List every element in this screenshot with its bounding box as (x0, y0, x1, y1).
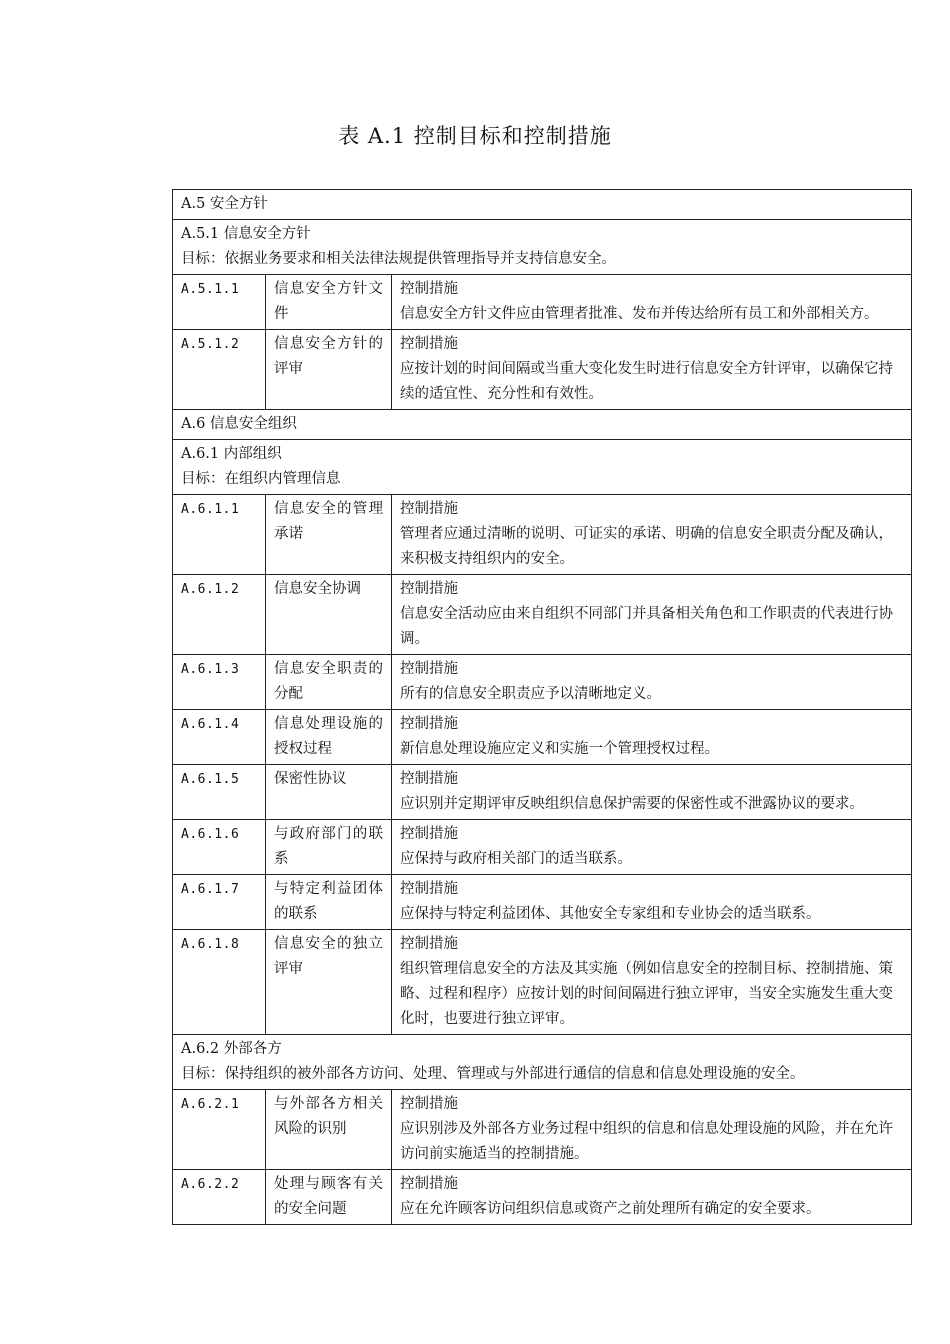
section-heading: A.5 安全方针 (173, 190, 912, 220)
subsection-row (173, 1035, 912, 1090)
control-row (173, 820, 912, 875)
section-row (173, 190, 912, 220)
control-label: 控制措施 (400, 716, 458, 732)
control-name: 与特定利益团体的联系 (266, 875, 392, 930)
control-name: 信息安全的独立评审 (266, 930, 392, 1035)
control-label: 控制措施 (400, 936, 458, 952)
control-description: 应保持与特定利益团体、其他安全专家组和专业协会的适当联系。 (400, 906, 821, 922)
control-table (172, 189, 912, 1225)
control-id: A.6.1.1 (173, 495, 266, 575)
subsection-heading: A.6.2 外部各方 (181, 1041, 282, 1057)
control-name: 信息处理设施的授权过程 (266, 710, 392, 765)
control-row (173, 275, 912, 330)
control-objective: 目标：在组织内管理信息 (181, 471, 341, 487)
control-label: 控制措施 (400, 281, 458, 297)
control-label: 控制措施 (400, 881, 458, 897)
control-id: A.6.1.7 (173, 875, 266, 930)
control-name: 处理与顾客有关的安全问题 (266, 1170, 392, 1225)
control-description: 应保持与政府相关部门的适当联系。 (400, 851, 632, 867)
control-id: A.6.2.2 (173, 1170, 266, 1225)
control-cell (392, 655, 912, 710)
control-label: 控制措施 (400, 771, 458, 787)
control-row (173, 575, 912, 655)
control-description: 新信息处理设施应定义和实施一个管理授权过程。 (400, 741, 719, 757)
control-row (173, 765, 912, 820)
subsection-heading: A.5.1 信息安全方针 (181, 226, 311, 242)
control-label: 控制措施 (400, 581, 458, 597)
control-name: 信息安全方针文件 (266, 275, 392, 330)
control-row (173, 655, 912, 710)
control-description: 管理者应通过清晰的说明、可证实的承诺、明确的信息安全职责分配及确认，来积极支持组织内的安全。 (400, 526, 893, 567)
control-name: 信息安全的管理承诺 (266, 495, 392, 575)
control-cell (392, 710, 912, 765)
control-cell (392, 275, 912, 330)
subsection-row (173, 220, 912, 275)
control-name: 信息安全协调 (266, 575, 392, 655)
control-id: A.6.2.1 (173, 1090, 266, 1170)
control-id: A.6.1.8 (173, 930, 266, 1035)
control-cell (392, 330, 912, 410)
control-cell (392, 875, 912, 930)
control-label: 控制措施 (400, 1096, 458, 1112)
control-description: 所有的信息安全职责应予以清晰地定义。 (400, 686, 661, 702)
control-id: A.5.1.1 (173, 275, 266, 330)
control-label: 控制措施 (400, 1176, 458, 1192)
control-name: 与政府部门的联系 (266, 820, 392, 875)
control-id: A.6.1.3 (173, 655, 266, 710)
control-cell (392, 575, 912, 655)
subsection-cell (173, 220, 912, 275)
control-id: A.6.1.4 (173, 710, 266, 765)
control-row (173, 1090, 912, 1170)
control-description: 信息安全活动应由来自组织不同部门并具备相关角色和工作职责的代表进行协调。 (400, 606, 893, 647)
control-description: 应识别并定期评审反映组织信息保护需要的保密性或不泄露协议的要求。 (400, 796, 864, 812)
control-description: 应识别涉及外部各方业务过程中组织的信息和信息处理设施的风险，并在允许访问前实施适当的控制措施。 (400, 1121, 893, 1162)
control-label: 控制措施 (400, 501, 458, 517)
control-name: 与外部各方相关风险的识别 (266, 1090, 392, 1170)
control-label: 控制措施 (400, 336, 458, 352)
control-description: 信息安全方针文件应由管理者批准、发布并传达给所有员工和外部相关方。 (400, 306, 879, 322)
control-label: 控制措施 (400, 826, 458, 842)
subsection-cell (173, 440, 912, 495)
control-row (173, 930, 912, 1035)
control-label: 控制措施 (400, 661, 458, 677)
subsection-cell (173, 1035, 912, 1090)
control-row (173, 1170, 912, 1225)
control-row (173, 495, 912, 575)
control-objective: 目标：依据业务要求和相关法律法规提供管理指导并支持信息安全。 (181, 251, 616, 267)
control-description: 应按计划的时间间隔或当重大变化发生时进行信息安全方针评审，以确保它持续的适宜性、充分性和有效性。 (400, 361, 893, 402)
control-cell (392, 495, 912, 575)
control-table-body (173, 190, 912, 1225)
control-description: 组织管理信息安全的方法及其实施（例如信息安全的控制目标、控制措施、策略、过程和程序）应按计划的时间间隔进行独立评审，当安全实施发生重大变化时，也要进行独立评审。 (400, 961, 893, 1027)
control-description: 应在允许顾客访问组织信息或资产之前处理所有确定的安全要求。 (400, 1201, 821, 1217)
control-name: 信息安全方针的评审 (266, 330, 392, 410)
subsection-heading: A.6.1 内部组织 (181, 446, 282, 462)
control-id: A.6.1.5 (173, 765, 266, 820)
control-objective: 目标：保持组织的被外部各方访问、处理、管理或与外部进行通信的信息和信息处理设施的安全。 (181, 1066, 805, 1082)
control-name: 保密性协议 (266, 765, 392, 820)
section-heading: A.6 信息安全组织 (173, 410, 912, 440)
control-cell (392, 930, 912, 1035)
control-id: A.6.1.2 (173, 575, 266, 655)
control-cell (392, 765, 912, 820)
control-cell (392, 1090, 912, 1170)
control-row (173, 330, 912, 410)
control-name: 信息安全职责的分配 (266, 655, 392, 710)
page-title: 表 A.1 控制目标和控制措施 (338, 124, 612, 148)
control-cell (392, 820, 912, 875)
control-id: A.6.1.6 (173, 820, 266, 875)
section-row (173, 410, 912, 440)
control-id: A.5.1.2 (173, 330, 266, 410)
control-row (173, 710, 912, 765)
control-cell (392, 1170, 912, 1225)
control-row (173, 875, 912, 930)
subsection-row (173, 440, 912, 495)
